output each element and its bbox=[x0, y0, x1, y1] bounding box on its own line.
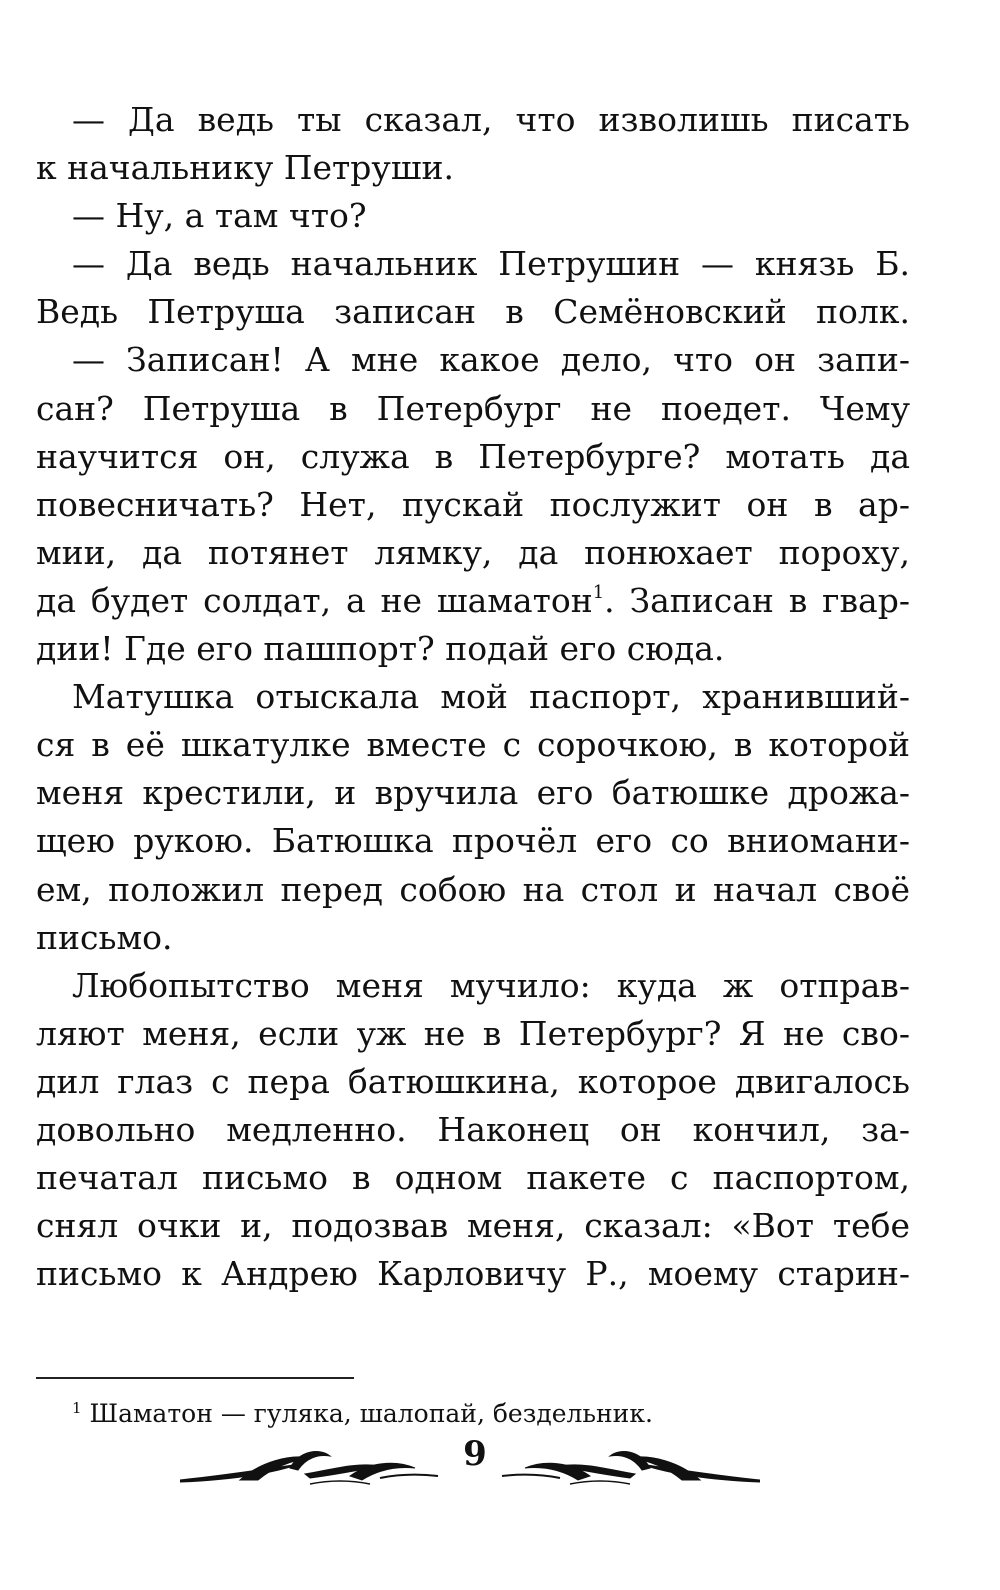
text-line: — Записан! А мне какое дело, что он запи- bbox=[72, 340, 910, 380]
text-line: — Да ведь ты сказал, что изволишь писать bbox=[72, 100, 910, 139]
text-line: мии, да потянет лямку, да понюхает пороху, bbox=[36, 532, 910, 572]
text-line: — Да ведь начальник Петрушин — князь Б. bbox=[72, 244, 910, 284]
text-line: ляют меня, если уж не в Петербург? Я не сво- bbox=[36, 1013, 910, 1053]
body-text bbox=[36, 96, 910, 1298]
footnote-number: 1 bbox=[72, 1399, 82, 1417]
footnote bbox=[72, 1388, 653, 1434]
text-line: Ведь Петруша записан в Семёновский полк. bbox=[36, 292, 910, 332]
text-segment: . Записан в гвар- bbox=[604, 580, 910, 620]
text-line: снял очки и, подозвав меня, сказал: «Вот тебе bbox=[36, 1206, 910, 1246]
text-line: к начальнику Петруши. bbox=[36, 148, 454, 188]
text-line: научится он, служа в Петербурге? мотать да bbox=[36, 436, 910, 476]
right-flourish-ornament-icon bbox=[500, 1440, 760, 1496]
text-line: дил глаз с пера батюшкина, которое двигалось bbox=[36, 1061, 910, 1101]
footnote-reference[interactable]: 1 bbox=[592, 581, 605, 603]
footnote-text: Шаматон — гуляка, шалопай, бездельник. bbox=[89, 1399, 653, 1428]
text-line: довольно медленно. Наконец он кончил, за- bbox=[36, 1109, 910, 1149]
text-line: щею рукою. Батюшка прочёл его со вниомани- bbox=[36, 821, 910, 861]
page-number: 9 bbox=[463, 1434, 487, 1474]
left-flourish-ornament-icon bbox=[180, 1440, 440, 1496]
text-segment: да будет солдат, а не шаматон bbox=[36, 580, 593, 620]
text-line: ем, положил перед собою на стол и начал своё bbox=[36, 869, 910, 909]
text-line: — Ну, а там что? bbox=[72, 196, 367, 236]
text-line: повесничать? Нет, пускай послужит он в ар- bbox=[36, 484, 910, 524]
text-line-with-footnote-ref bbox=[36, 577, 910, 625]
text-line: письмо. bbox=[36, 917, 173, 957]
text-line: ся в её шкатулке вместе с сорочкою, в которой bbox=[36, 725, 910, 765]
text-line: Матушка отыскала мой паспорт, хранивший- bbox=[72, 677, 910, 717]
text-line: дии! Где его пашпорт? подай его сюда. bbox=[36, 629, 725, 669]
text-line: Любопытство меня мучило: куда ж отправ- bbox=[72, 965, 910, 1005]
text-line: письмо к Андрею Карловичу Р., моему старин- bbox=[36, 1254, 910, 1294]
text-line: печатал письмо в одном пакете с паспортом, bbox=[36, 1158, 910, 1198]
footnote-divider bbox=[36, 1377, 354, 1379]
text-line: меня крестили, и вручила его батюшке дрожа- bbox=[36, 773, 910, 813]
text-line: сан? Петруша в Петербург не поедет. Чему bbox=[36, 388, 910, 428]
